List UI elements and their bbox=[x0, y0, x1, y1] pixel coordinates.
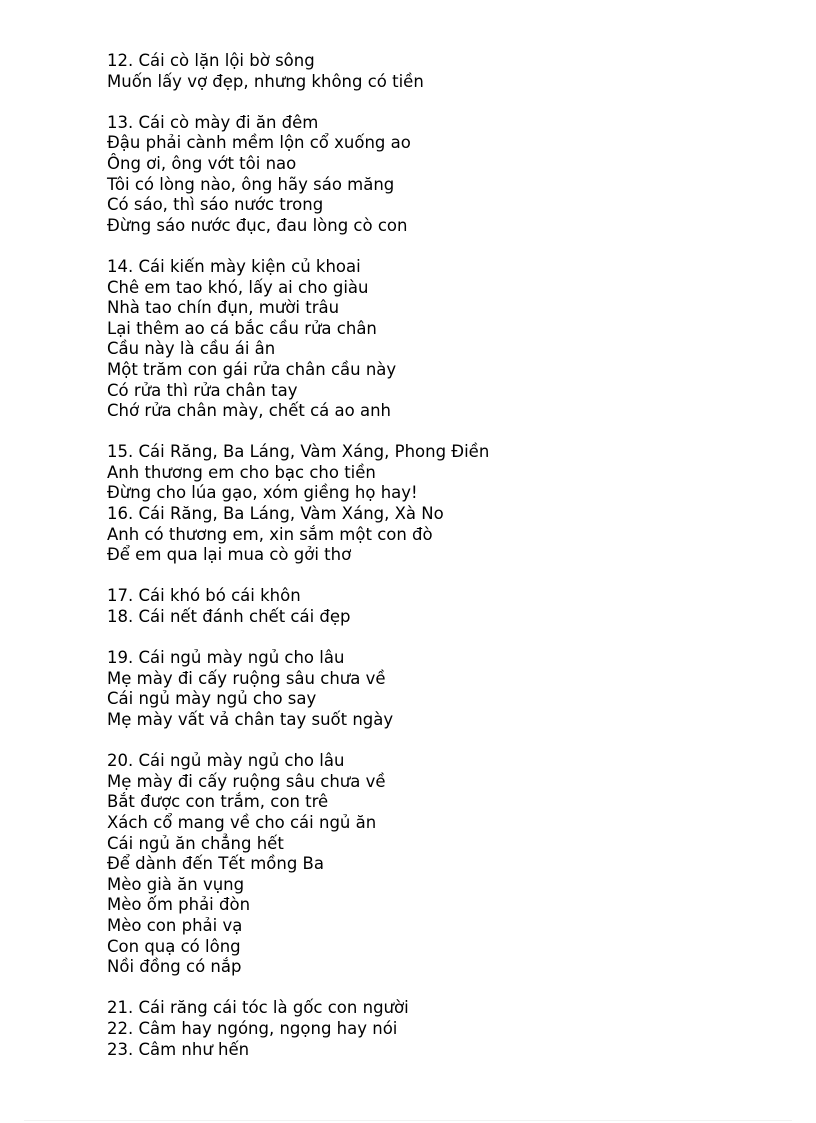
text-line: Đậu phải cành mềm lộn cổ xuống ao bbox=[107, 133, 411, 153]
stanza-17-18 bbox=[107, 586, 787, 627]
text-line: Mèo ốm phải đòn bbox=[107, 895, 251, 915]
stanza-13 bbox=[107, 113, 787, 237]
stanza-20 bbox=[107, 751, 787, 978]
text-line: Để dành đến Tết mồng Ba bbox=[107, 854, 324, 874]
stanza-19 bbox=[107, 648, 787, 730]
text-line: Anh có thương em, xin sắm một con đò bbox=[107, 524, 433, 544]
text-line: 20. Cái ngủ mày ngủ cho lâu bbox=[107, 751, 345, 771]
text-line: Chê em tao khó, lấy ai cho giàu bbox=[107, 277, 369, 297]
text-line: Có sáo, thì sáo nước trong bbox=[107, 195, 324, 215]
poem-text bbox=[107, 51, 787, 1060]
text-line: Con quạ có lông bbox=[107, 936, 241, 956]
stanza-12 bbox=[107, 51, 787, 92]
text-line: 13. Cái cò mày đi ăn đêm bbox=[107, 112, 319, 132]
text-line: 18. Cái nết đánh chết cái đẹp bbox=[107, 607, 351, 627]
text-line: Nhà tao chín đụn, mười trâu bbox=[107, 298, 340, 318]
text-line: 12. Cái cò lặn lội bờ sông bbox=[107, 51, 315, 70]
text-line: 21. Cái răng cái tóc là gốc con người bbox=[107, 998, 409, 1018]
stanza-14 bbox=[107, 257, 787, 422]
text-line: Nồi đồng có nắp bbox=[107, 957, 242, 977]
text-line: Một trăm con gái rửa chân cầu này bbox=[107, 359, 397, 379]
text-line: Mẹ mày vất vả chân tay suốt ngày bbox=[107, 710, 394, 729]
stanza-21-23 bbox=[107, 998, 787, 1060]
text-line: Để em qua lại mua cò gởi thơ bbox=[107, 545, 352, 565]
text-line: Mèo già ăn vụng bbox=[107, 874, 245, 894]
text-line: Cầu này là cầu ái ân bbox=[107, 339, 276, 359]
page-bottom-divider bbox=[24, 1120, 792, 1121]
stanza-15-16 bbox=[107, 442, 787, 566]
text-line: Cái ngủ mày ngủ cho say bbox=[107, 689, 317, 709]
text-line: Chớ rửa chân mày, chết cá ao anh bbox=[107, 401, 391, 421]
text-line: 16. Cái Răng, Ba Láng, Vàm Xáng, Xà No bbox=[107, 504, 444, 524]
text-line: 23. Câm như hến bbox=[107, 1039, 250, 1059]
text-line: Xách cổ mang về cho cái ngủ ăn bbox=[107, 812, 377, 832]
text-line: Đừng cho lúa gạo, xóm giềng họ hay! bbox=[107, 483, 418, 503]
text-line: Cái ngủ ăn chẳng hết bbox=[107, 833, 284, 853]
text-line: Tôi có lòng nào, ông hãy sáo măng bbox=[107, 174, 395, 194]
text-line: Có rửa thì rửa chân tay bbox=[107, 380, 298, 400]
text-line: 15. Cái Răng, Ba Láng, Vàm Xáng, Phong Điền bbox=[107, 442, 490, 462]
text-line: Bắt được con trắm, con trê bbox=[107, 792, 329, 812]
text-line: Muốn lấy vợ đẹp, nhưng không có tiền bbox=[107, 71, 424, 91]
text-line: 14. Cái kiến mày kiện củ khoai bbox=[107, 256, 361, 276]
text-line: Lại thêm ao cá bắc cầu rửa chân bbox=[107, 318, 377, 338]
text-line: Đừng sáo nước đục, đau lòng cò con bbox=[107, 215, 408, 235]
text-line: Mèo con phải vạ bbox=[107, 915, 243, 935]
text-line: Ông ơi, ông vớt tôi nao bbox=[107, 153, 297, 173]
text-line: Mẹ mày đi cấy ruộng sâu chưa về bbox=[107, 771, 386, 791]
text-line: 17. Cái khó bó cái khôn bbox=[107, 586, 301, 606]
text-line: Anh thương em cho bạc cho tiền bbox=[107, 462, 376, 482]
text-line: Mẹ mày đi cấy ruộng sâu chưa về bbox=[107, 668, 386, 688]
text-line: 22. Câm hay ngóng, ngọng hay nói bbox=[107, 1018, 398, 1038]
text-line: 19. Cái ngủ mày ngủ cho lâu bbox=[107, 648, 345, 668]
